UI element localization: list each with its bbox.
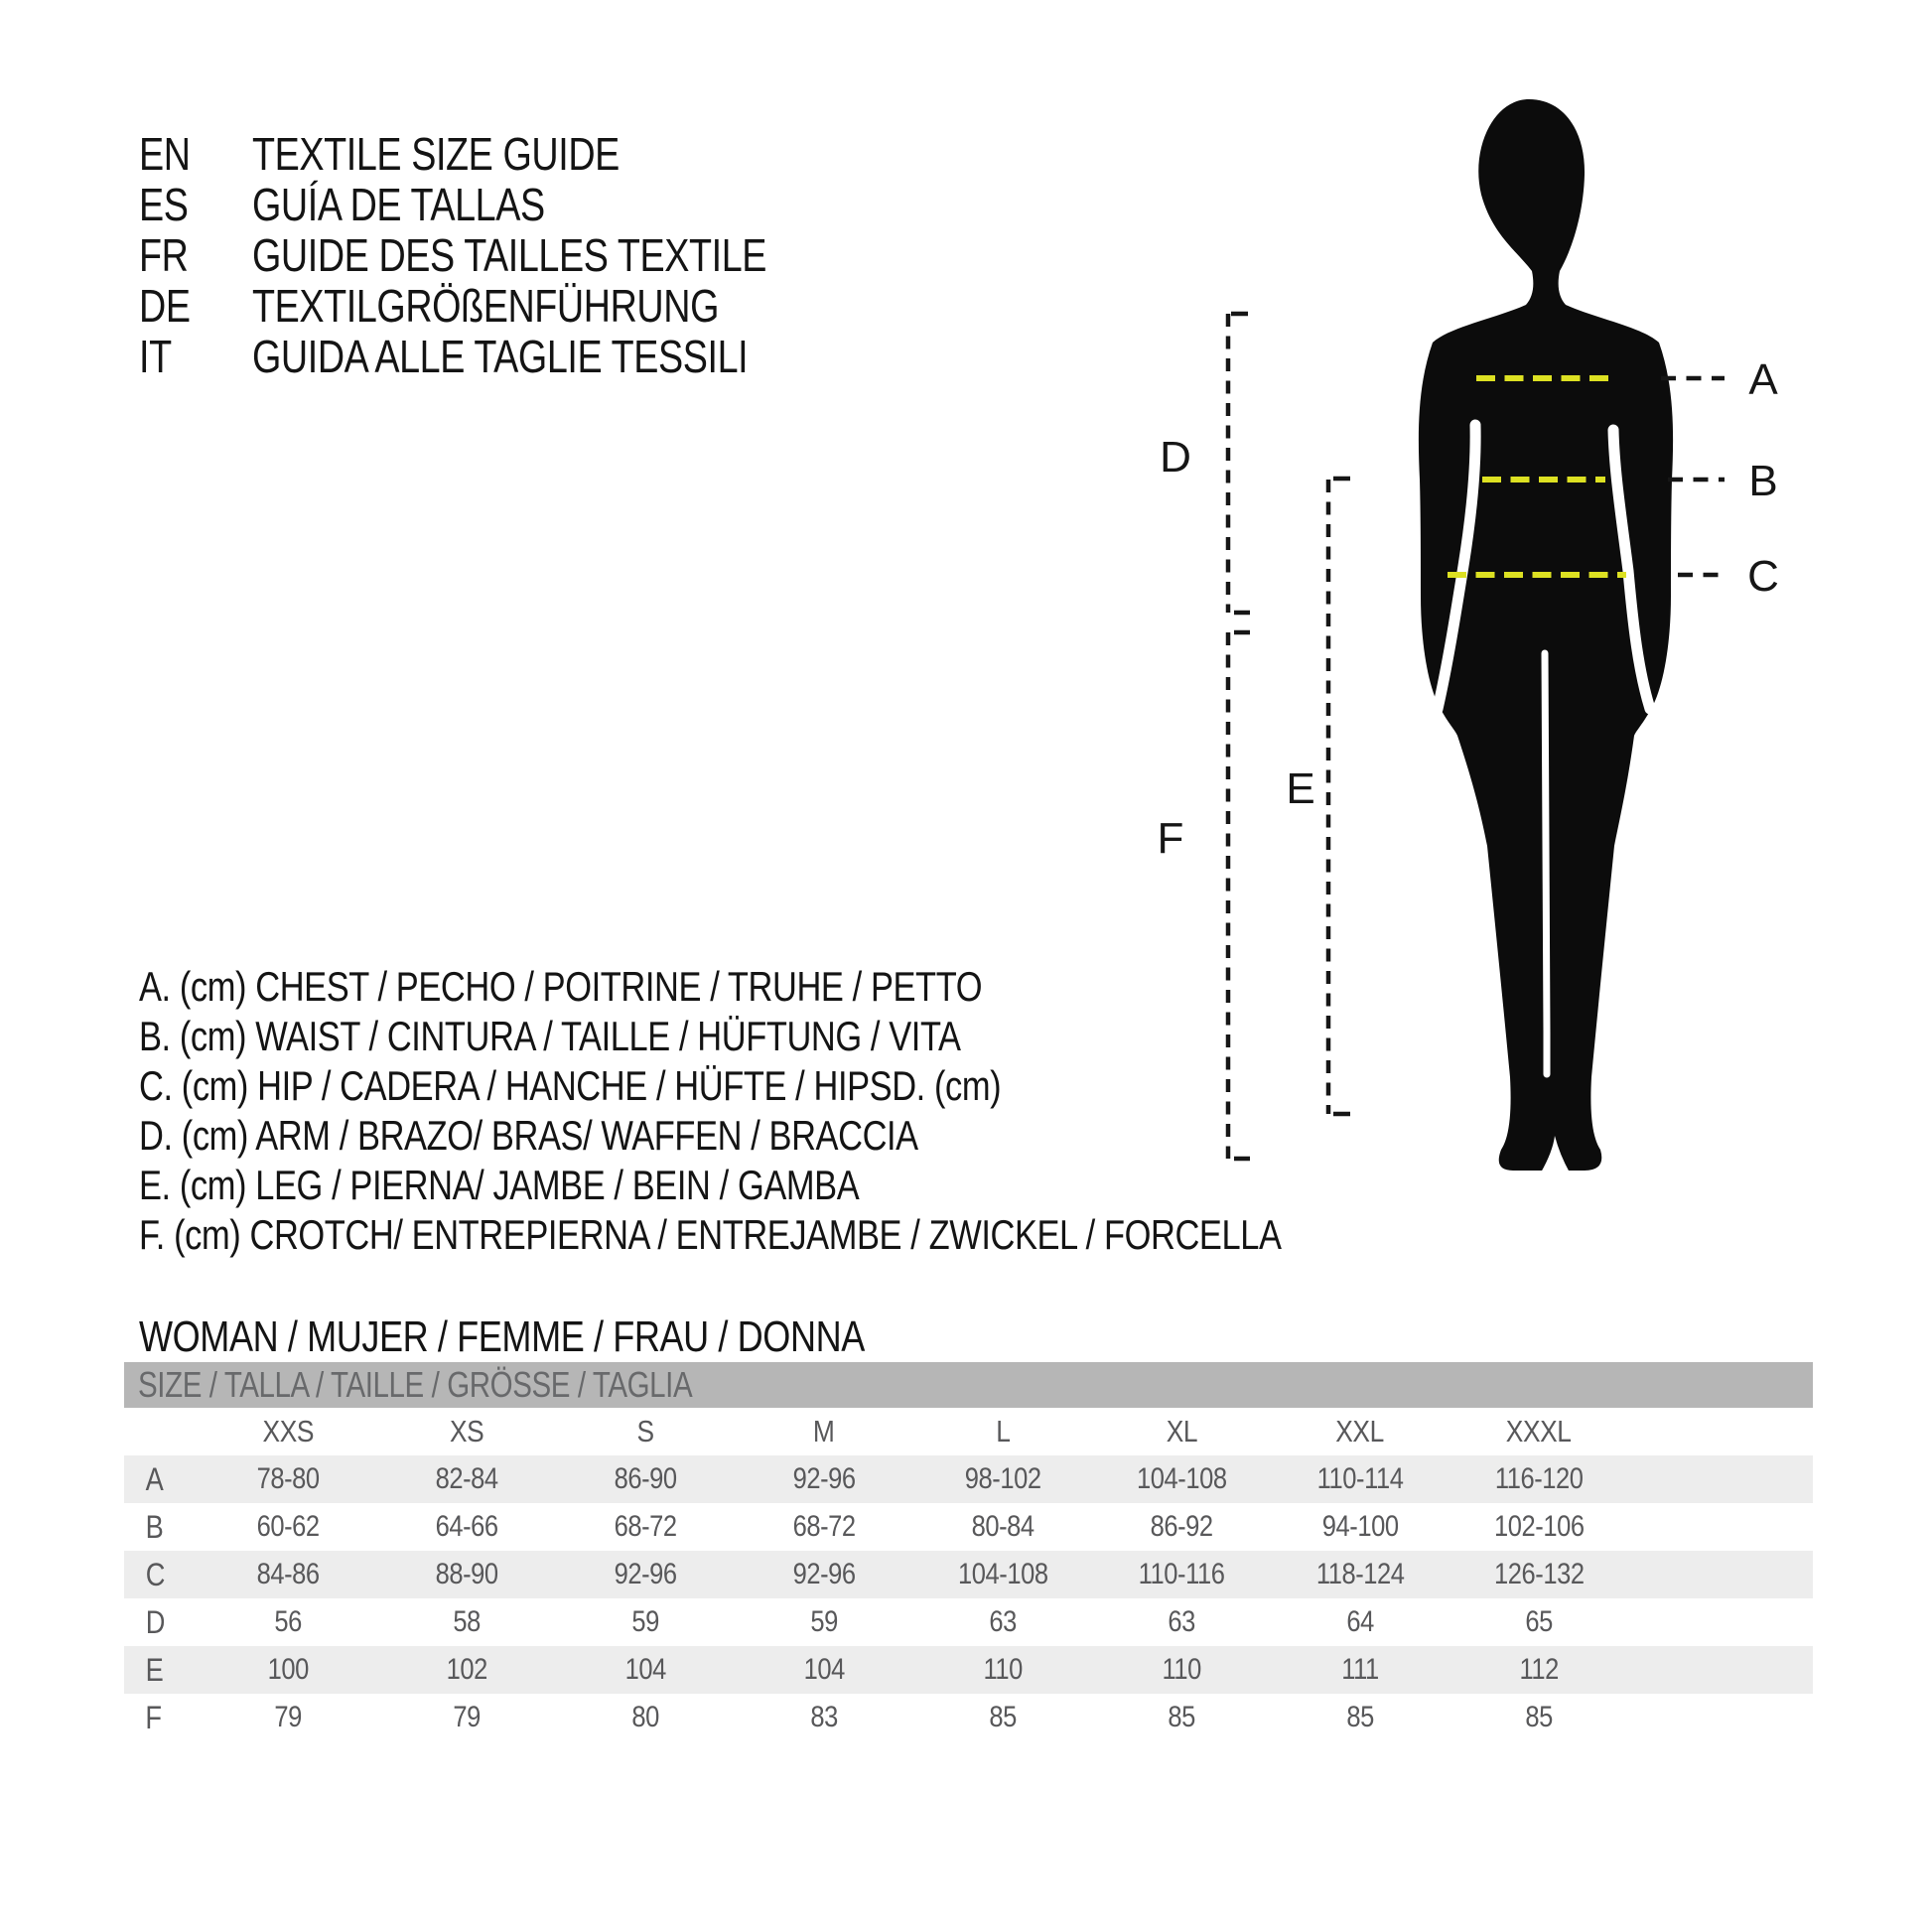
size-column-header: [1271, 1414, 1449, 1449]
legend-text: B. (cm) WAIST / CINTURA / TAILLE / HÜFTUNG / VITA: [139, 1013, 961, 1059]
legend-text: E. (cm) LEG / PIERNA/ JAMBE / BEIN / GAMBA: [139, 1162, 860, 1208]
size-name: L: [995, 1414, 1011, 1448]
leg-gap: [1545, 653, 1547, 1074]
row-label-text: A: [145, 1460, 164, 1497]
cell-value: 85: [1346, 1701, 1374, 1733]
table-cell: [735, 1701, 913, 1734]
row-label: [124, 1700, 199, 1736]
table-cell: [1092, 1701, 1271, 1734]
table-cell: [1092, 1462, 1271, 1496]
table-cell: [199, 1605, 377, 1639]
table-cell: [1449, 1558, 1628, 1591]
table-cell: [556, 1605, 735, 1639]
table-row-leg: [124, 1646, 1813, 1694]
size-table: [124, 1362, 1813, 1741]
cell-value: 86-92: [1150, 1510, 1213, 1543]
legend-text: C. (cm) HIP / CADERA / HANCHE / HÜFTE / HIPSD. (cm): [139, 1062, 1002, 1109]
cell-value: 102: [446, 1653, 487, 1686]
page-title: GUIDE DES TAILLES TEXTILE: [252, 228, 767, 281]
legend-item-hip: [139, 1061, 1190, 1111]
size-column-header: [1092, 1414, 1271, 1449]
language-code: IT: [139, 330, 172, 382]
figure-label-arm: D: [1160, 433, 1191, 482]
cell-value: 85: [1168, 1701, 1195, 1733]
table-cell: [199, 1558, 377, 1591]
cell-value: 82-84: [435, 1462, 498, 1495]
table-cell: [1092, 1558, 1271, 1591]
row-label-text: D: [145, 1603, 165, 1640]
figure-label-leg: E: [1286, 764, 1315, 813]
audience-heading: [139, 1312, 1024, 1362]
table-cell: [1271, 1701, 1449, 1734]
table-cell: [1449, 1653, 1628, 1687]
table-cell: [913, 1510, 1092, 1544]
language-row-en: [139, 128, 700, 179]
cell-value: 110-114: [1316, 1462, 1404, 1495]
size-column-header: [556, 1414, 735, 1449]
cell-value: 100: [267, 1653, 309, 1686]
figure-label-waist: B: [1748, 457, 1778, 505]
legend-item-waist: [139, 1012, 1141, 1061]
row-label-text: E: [145, 1651, 164, 1688]
cell-value: 56: [274, 1605, 302, 1638]
table-cell: [377, 1510, 556, 1544]
table-cell: [1271, 1462, 1449, 1496]
cell-value: 126-132: [1493, 1558, 1585, 1590]
figure-label-chest: A: [1748, 355, 1778, 404]
table-row-hip: [124, 1551, 1813, 1598]
language-row-it: [139, 331, 857, 381]
row-label: [124, 1509, 199, 1546]
table-cell: [913, 1653, 1092, 1687]
cell-value: 110-116: [1138, 1558, 1225, 1590]
cell-value: 68-72: [614, 1510, 677, 1543]
cell-value: 59: [810, 1605, 838, 1638]
cell-value: 118-124: [1315, 1558, 1405, 1590]
table-row-arm: [124, 1598, 1813, 1646]
size-columns-row: [124, 1408, 1813, 1455]
cell-value: 83: [810, 1701, 838, 1733]
table-row-waist: [124, 1503, 1813, 1551]
cell-value: 104-108: [957, 1558, 1048, 1590]
legend-text: D. (cm) ARM / BRAZO/ BRAS/ WAFFEN / BRACCIA: [139, 1112, 918, 1159]
table-cell: [913, 1701, 1092, 1734]
cell-value: 64-66: [435, 1510, 498, 1543]
cell-value: 63: [1168, 1605, 1195, 1638]
legend-text: F. (cm) CROTCH/ ENTREPIERNA / ENTREJAMBE / ZWICKEL / FORCELLA: [139, 1211, 1282, 1258]
page-title: GUÍA DE TALLAS: [252, 178, 545, 230]
table-row-chest: [124, 1455, 1813, 1503]
cell-value: 78-80: [256, 1462, 320, 1495]
row-label: [124, 1652, 199, 1689]
size-column-header: [735, 1414, 913, 1449]
table-cell: [1449, 1462, 1628, 1496]
cell-value: 64: [1346, 1605, 1374, 1638]
legend-item-chest: [139, 962, 1167, 1012]
size-name: XL: [1166, 1414, 1197, 1448]
cell-value: 104: [624, 1653, 666, 1686]
size-name: XXXL: [1506, 1414, 1572, 1448]
cell-value: 85: [989, 1701, 1017, 1733]
language-code: EN: [139, 127, 191, 180]
table-cell: [199, 1462, 377, 1496]
table-header-band: [124, 1362, 1813, 1408]
table-cell: [377, 1462, 556, 1496]
size-name: M: [813, 1414, 835, 1448]
cell-value: 104: [803, 1653, 845, 1686]
cell-value: 58: [453, 1605, 481, 1638]
page-title: GUIDA ALLE TAGLIE TESSILI: [252, 330, 749, 382]
table-cell: [735, 1653, 913, 1687]
cell-value: 110: [983, 1653, 1023, 1686]
language-row-de: [139, 280, 821, 331]
size-name: XXL: [1335, 1414, 1385, 1448]
table-cell: [1092, 1605, 1271, 1639]
cell-value: 59: [631, 1605, 659, 1638]
table-cell: [1449, 1510, 1628, 1544]
table-cell: [1449, 1701, 1628, 1734]
row-label: [124, 1604, 199, 1641]
page-title: TEXTILGRÖßENFÜHRUNG: [252, 279, 720, 332]
cell-value: 92-96: [614, 1558, 677, 1590]
size-column-header: [1449, 1414, 1628, 1449]
cell-value: 104-108: [1136, 1462, 1227, 1495]
cell-value: 88-90: [435, 1558, 498, 1590]
table-cell: [556, 1558, 735, 1591]
cell-value: 80: [631, 1701, 659, 1733]
size-name: S: [636, 1414, 654, 1448]
cell-value: 60-62: [256, 1510, 320, 1543]
audience-heading-text: WOMAN / MUJER / FEMME / FRAU / DONNA: [139, 1312, 865, 1361]
figure-label-hip: C: [1747, 552, 1779, 601]
cell-value: 92-96: [792, 1558, 856, 1590]
table-cell: [735, 1605, 913, 1639]
table-row-crotch: [124, 1694, 1813, 1741]
cell-value: 92-96: [792, 1462, 856, 1495]
table-cell: [199, 1653, 377, 1687]
legend-item-crotch: [139, 1210, 1532, 1260]
row-label: [124, 1557, 199, 1593]
cell-value: 86-90: [614, 1462, 677, 1495]
table-cell: [199, 1701, 377, 1734]
table-cell: [556, 1653, 735, 1687]
cell-value: 94-100: [1321, 1510, 1399, 1543]
size-name: XS: [449, 1414, 484, 1448]
table-cell: [735, 1510, 913, 1544]
table-cell: [1271, 1510, 1449, 1544]
table-cell: [1092, 1653, 1271, 1687]
size-name: XXS: [262, 1414, 314, 1448]
legend-item-arm: [139, 1111, 1089, 1161]
language-code: ES: [139, 178, 189, 230]
cell-value: 110: [1162, 1653, 1201, 1686]
table-cell: [1449, 1605, 1628, 1639]
table-cell: [377, 1605, 556, 1639]
table-cell: [556, 1701, 735, 1734]
size-column-header: [199, 1414, 377, 1449]
cell-value: 65: [1525, 1605, 1553, 1638]
row-label-text: B: [145, 1508, 164, 1545]
row-label-text: F: [145, 1699, 162, 1735]
table-cell: [377, 1701, 556, 1734]
table-cell: [556, 1510, 735, 1544]
cell-value: 80-84: [971, 1510, 1035, 1543]
language-code: FR: [139, 228, 189, 281]
cell-value: 85: [1525, 1701, 1553, 1733]
figure-label-crotch: F: [1157, 814, 1184, 863]
legend-text: A. (cm) CHEST / PECHO / POITRINE / TRUHE / PETTO: [139, 963, 983, 1010]
table-cell: [1092, 1510, 1271, 1544]
cell-value: 98-102: [964, 1462, 1041, 1495]
table-cell: [913, 1462, 1092, 1496]
table-cell: [199, 1510, 377, 1544]
table-cell: [913, 1605, 1092, 1639]
cell-value: 84-86: [256, 1558, 320, 1590]
table-cell: [377, 1653, 556, 1687]
table-header-text: SIZE / TALLA / TAILLE / GRÖSSE / TAGLIA: [138, 1364, 693, 1405]
cell-value: 79: [453, 1701, 481, 1733]
cell-value: 102-106: [1493, 1510, 1585, 1543]
table-cell: [735, 1558, 913, 1591]
table-cell: [556, 1462, 735, 1496]
cell-value: 112: [1519, 1653, 1559, 1686]
size-column-header: [377, 1414, 556, 1449]
cell-value: 116-120: [1494, 1462, 1584, 1495]
legend-item-leg: [139, 1161, 1018, 1210]
row-label-text: C: [145, 1556, 165, 1592]
language-code: DE: [139, 279, 191, 332]
table-cell: [377, 1558, 556, 1591]
table-cell: [1271, 1653, 1449, 1687]
cell-value: 111: [1341, 1653, 1379, 1686]
table-cell: [1271, 1605, 1449, 1639]
table-cell: [1271, 1558, 1449, 1591]
cell-value: 63: [989, 1605, 1017, 1638]
page-title: TEXTILE SIZE GUIDE: [252, 127, 620, 180]
size-column-header: [913, 1414, 1092, 1449]
language-row-es: [139, 179, 609, 229]
table-cell: [913, 1558, 1092, 1591]
row-label: [124, 1461, 199, 1498]
cell-value: 68-72: [792, 1510, 856, 1543]
language-row-fr: [139, 229, 880, 280]
cell-value: 79: [274, 1701, 302, 1733]
table-cell: [735, 1462, 913, 1496]
